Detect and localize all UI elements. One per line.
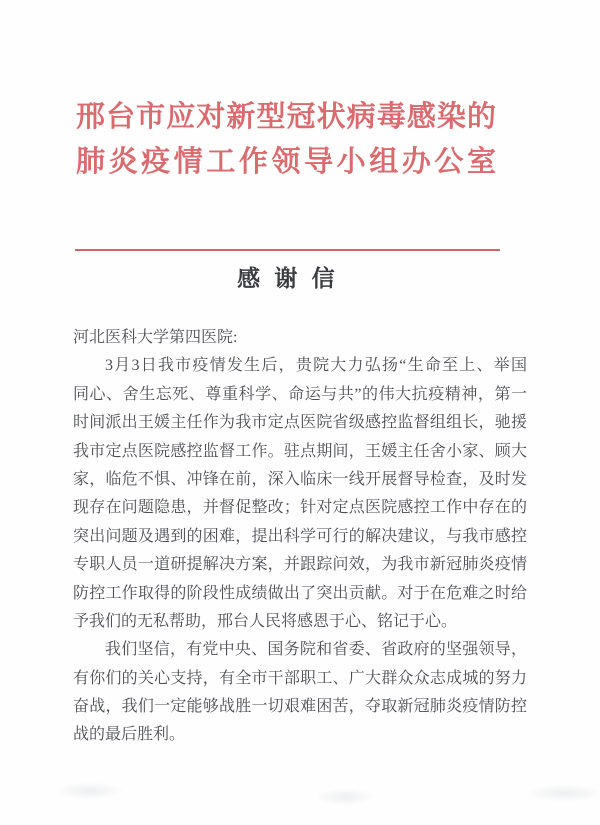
- body-line: 有你们的关心支持，有全市干部职工、广大群众众志成城的努力: [73, 669, 527, 687]
- body-line: 3月3日我市疫情发生后，贵院大力弘扬“生命至上、举国: [105, 357, 527, 375]
- body-line: 奋战，我们一定能够战胜一切艰难困苦，夺取新冠肺炎疫情防控: [73, 698, 527, 716]
- body-line: 家，临危不惧、冲锋在前，深入临床一线开展督导检查，及时发: [73, 470, 527, 488]
- scan-smudge: [525, 784, 600, 802]
- body-line: 防控工作取得的阶段性成绩做出了突出贡献。对于在危难之时给: [73, 584, 527, 602]
- salutation: 河北医科大学第四医院:: [73, 329, 238, 346]
- letterhead-line-1: 邢台市应对新型冠状病毒感染的: [76, 101, 496, 133]
- body-line: 时间派出王媛主任作为我市定点医院省级感控监督组组长，驰援: [73, 414, 527, 432]
- body-line: 突出问题及遇到的困难，提出科学可行的解决建议，与我市感控: [73, 527, 527, 545]
- body-line: 予我们的无私帮助，邢台人民将感恩于心、铭记于心。: [73, 612, 458, 630]
- letter-body: [73, 324, 527, 750]
- scan-smudge: [55, 782, 125, 800]
- body-line: 我市定点医院感控监督工作。驻点期间，王媛主任舍小家、顾大: [73, 442, 527, 460]
- document-title: 感谢信: [237, 266, 349, 291]
- scan-smudge: [315, 788, 375, 806]
- letterhead: [76, 95, 496, 185]
- body-line: 我们坚信，有党中央、国务院和省委、省政府的坚强领导，: [105, 641, 527, 659]
- body-line: 专职人员一道研提解决方案，并跟踪问效，为我市新冠肺炎疫情: [73, 556, 527, 574]
- body-line: 同心、舍生忘死、尊重科学、命运与共”的伟大抗疫精神，第一: [73, 385, 527, 403]
- letterhead-divider-rule: [75, 249, 500, 251]
- letterhead-line-2: 肺炎疫情工作领导小组办公室: [76, 146, 496, 178]
- body-line: 现存在问题隐患，并督促整改；针对定点医院感控工作中存在的: [73, 499, 527, 517]
- body-line: 战的最后胜利。: [73, 726, 186, 744]
